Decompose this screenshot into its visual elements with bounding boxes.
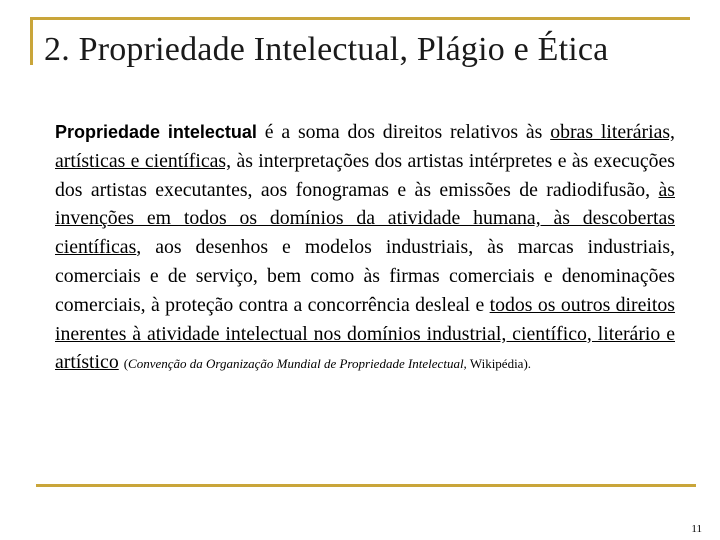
text-segment-3: , aos desenhos e modelos industriais, às marcas industriais, comerciais e de serviço, bem como às firmas comerciais e denominações comerciais, à proteção contra a concorrência desleal e [55, 236, 675, 316]
citation-source: Convenção da Organização Mundial de Propriedade Intelectual, [128, 356, 467, 372]
left-rule [30, 17, 33, 65]
page-number: 11 [691, 523, 702, 535]
text-segment-1: é a soma dos direitos relativos às [256, 121, 551, 143]
underlined-phrase-other-rights: todos os outros direitos inerentes à atividade intelectual nos domínios industrial, científico, literário e artístico [55, 293, 676, 374]
slide-title: 2. Propriedade Intelectual, Plágio e Ética [44, 31, 609, 68]
defined-term: Propriedade intelectual [55, 122, 257, 142]
underlined-phrase-works: obras literárias, artísticas e científicas, [55, 121, 675, 172]
citation-rest: Wikipédia). [466, 356, 532, 372]
top-rule [30, 17, 690, 20]
citation-open: ( [123, 356, 129, 372]
body-paragraph [55, 118, 675, 379]
citation [124, 356, 531, 371]
bottom-rule [36, 484, 696, 487]
underlined-phrase-inventions: às invenções em todos os domínios da atividade humana, às descobertas científicas [55, 178, 675, 259]
text-segment-2: às interpretações dos artistas intérpretes e às execuções dos artistas executantes, aos fonogramas e às emissões de radiodifusão, [55, 149, 675, 201]
